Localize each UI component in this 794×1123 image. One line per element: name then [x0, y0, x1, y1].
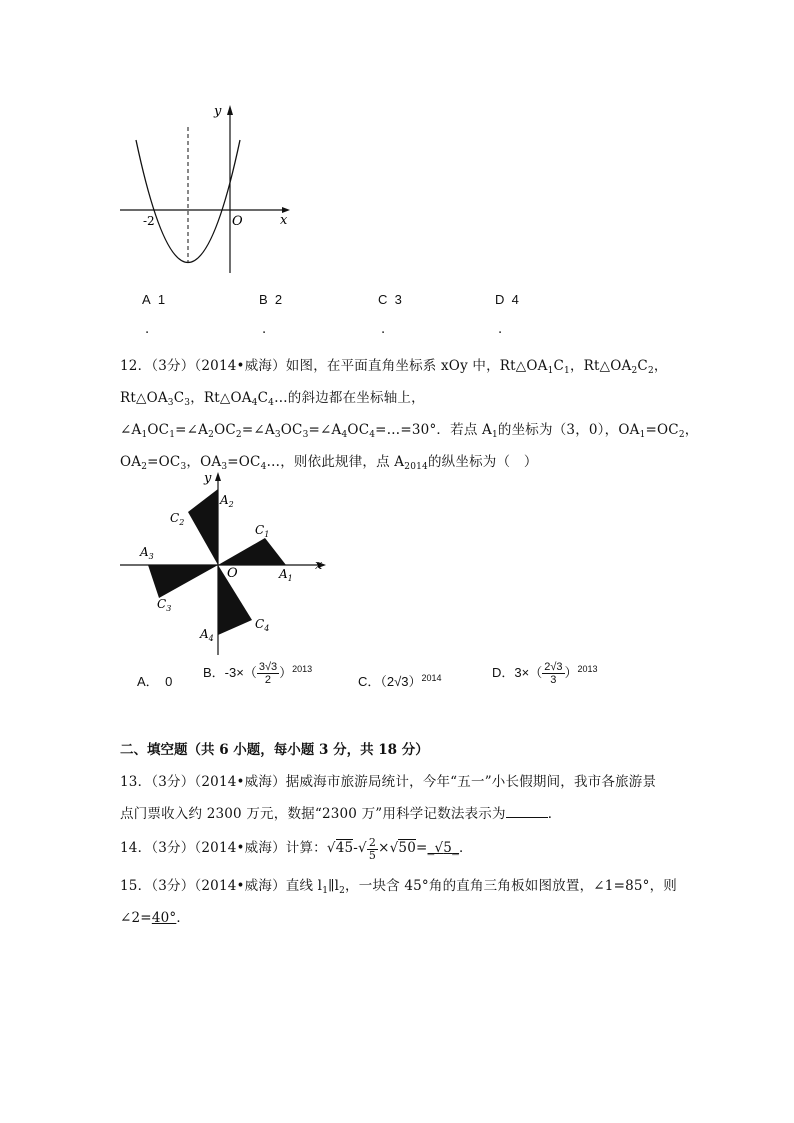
q15-line1: 15．（3分）（2014•威海）直线 $l_1\parallel l_2$，一块含 45°角的直角三角板如图放置，∠1=85°，则	[120, 878, 678, 896]
option-value: 1	[157, 292, 166, 307]
y-axis-arrow	[215, 472, 221, 481]
graph2-x-label: x	[315, 558, 323, 573]
option-letter: B	[259, 292, 268, 307]
q12-option-b[interactable]: B．-3×（ $\frac{3√3}{2}$ ）$^{2013}$	[203, 661, 313, 686]
option-dot: .	[262, 322, 267, 337]
label-C1: $C_1$	[255, 523, 270, 539]
q11-option-c[interactable]	[378, 292, 402, 307]
q12-line2: $Rt\triangle OA_3C_3$，$Rt\triangle OA_4C_4\dots$的斜边都在坐标轴上，	[120, 390, 425, 408]
q12-option-c[interactable]: C．$(2√3)^{2014}$	[358, 673, 442, 689]
graph1-y-label: y	[214, 104, 222, 119]
graph1-x-label: x	[280, 213, 288, 228]
answer-blank[interactable]	[506, 805, 548, 818]
q13-line2: 点门票收入约 2300 万元，数据“2300 万”用科学记数法表示为 ．	[120, 806, 562, 822]
triangle-OA1C1	[218, 538, 286, 565]
graph2-origin-label: O	[227, 566, 238, 581]
q12-option-d[interactable]: D．3×（ $\frac{2√3}{3}$ ）$^{2013}$	[492, 661, 598, 686]
y-axis-arrow	[227, 105, 233, 115]
q11-option-a[interactable]	[142, 292, 165, 307]
q13-line1: 13．（3分）（2014•威海）据威海市旅游局统计，今年“五一”小长假期间，我市各旅游景	[120, 774, 657, 790]
fraction: $\frac{3√3}{2}$	[258, 661, 278, 686]
option-letter: D	[495, 292, 505, 307]
q11-option-b[interactable]	[259, 292, 282, 307]
fraction: $\frac{2√3}{3}$	[544, 661, 563, 686]
option-dot: .	[498, 322, 503, 337]
label-A3: $A_3$	[140, 545, 154, 561]
q12-line1: 12．（3分）（2014•威海）如图，在平面直角坐标系 xOy 中，$Rt\triangle OA_1C_1$，$Rt\triangle OA_2C_2$，	[120, 358, 668, 376]
q12-line4: $OA_2=OC_3$，$OA_3=OC_4\dots$，则依此规律，点 $A_{2014}$的纵坐标为（ ）	[120, 454, 538, 472]
option-dot: .	[145, 322, 150, 337]
option-value: 3	[394, 292, 402, 307]
q11-option-d[interactable]	[495, 292, 519, 307]
graph1-tick-neg2: -2	[143, 214, 155, 228]
graph2-y-label: y	[204, 471, 212, 486]
label-A1: $A_1$	[279, 567, 293, 583]
q12-line3: $\angle A_1OC_1=\angle A_2OC_2=\angle A_3OC_3=\angle A_4OC_4=\dots=30^\circ$．若点 $A_1$的坐标为（3，0），$OA_1=OC_2$，	[120, 422, 699, 440]
option-letter: A	[142, 292, 151, 307]
q15-line2: ∠2=40°．	[120, 910, 191, 926]
graph1-origin-label: O	[232, 214, 243, 229]
triangle-OA3C3	[148, 565, 218, 598]
label-A4: $A_4$	[200, 627, 214, 643]
option-value: 2	[274, 292, 283, 307]
pinwheel-graph	[112, 465, 337, 660]
q14-line: 14．（3分）（2014•威海）计算：√45-√ $\frac{2}{5}$ ×√50=_√5_．	[120, 836, 473, 862]
parabola-graph	[110, 95, 300, 280]
label-A2: $A_2$	[220, 493, 234, 509]
option-dot: .	[381, 322, 386, 337]
q12-option-a[interactable]: A． 0	[137, 674, 173, 689]
q14-answer: _√5_	[427, 840, 460, 856]
option-letter: C	[378, 292, 388, 307]
label-C2: $C_2$	[170, 511, 185, 527]
triangle-OA2C2	[188, 489, 218, 565]
label-C4: $C_4$	[255, 617, 270, 633]
q15-answer: 40°	[151, 910, 177, 926]
label-C3: $C_3$	[157, 597, 172, 613]
option-value: 4	[511, 292, 519, 307]
section-heading: 二、填空题（共 6 小题，每小题 3 分，共 18 分）	[120, 742, 429, 758]
